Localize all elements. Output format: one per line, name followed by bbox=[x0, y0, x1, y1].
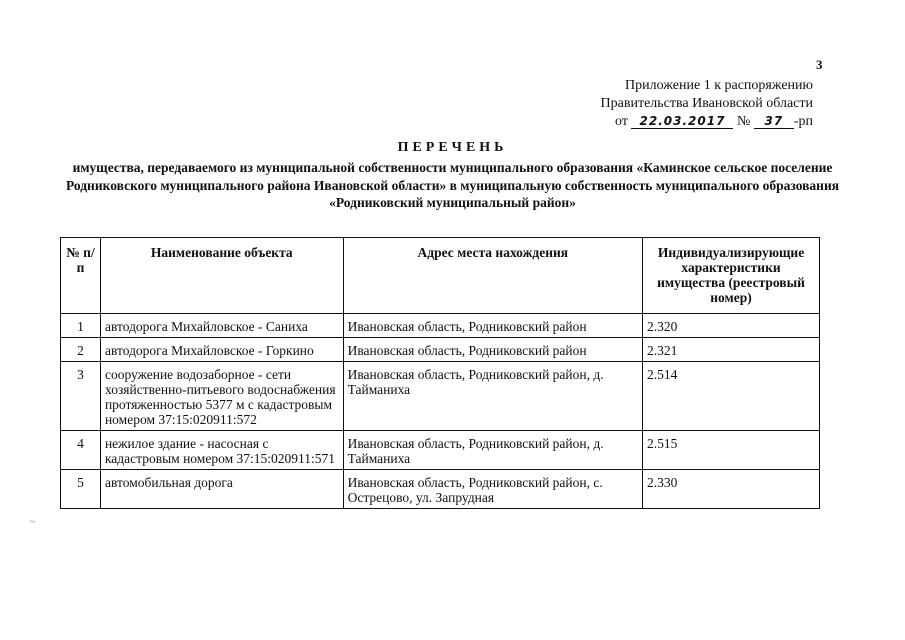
object-name: нежилое здание - насосная с кадастровым номером 37:15:020911:571 bbox=[100, 431, 343, 470]
appendix-line-1: Приложение 1 к распоряжению bbox=[625, 78, 813, 93]
row-number: 5 bbox=[61, 470, 101, 509]
object-name: сооружение водозаборное - сети хозяйственно-питьевого водоснабжения протяженностью 5377 м с кадастровым номером 37:15:020911:572 bbox=[100, 362, 343, 431]
header-object-name: Наименование объекта bbox=[100, 238, 343, 314]
table-row bbox=[61, 314, 820, 338]
document-title: ПЕРЕЧЕНЬ bbox=[397, 140, 508, 155]
object-name: автодорога Михайловское - Саниха bbox=[100, 314, 343, 338]
handwritten-date: 22.03.2017 bbox=[631, 114, 733, 129]
row-number: 1 bbox=[61, 314, 101, 338]
appendix-block bbox=[601, 77, 813, 131]
page-number: 3 bbox=[816, 57, 823, 72]
object-address: Ивановская область, Родниковский район bbox=[343, 314, 642, 338]
header-address: Адрес места нахождения bbox=[343, 238, 642, 314]
object-address: Ивановская область, Родниковский район, д. Тайманиха bbox=[343, 362, 642, 431]
header-number: № п/п bbox=[61, 238, 101, 314]
header-characteristics: Индивидуализирующие характеристики имущества (реестровый номер) bbox=[643, 238, 820, 314]
number-label: № bbox=[736, 114, 751, 129]
registry-number: 2.330 bbox=[643, 470, 820, 509]
handwritten-number: 37 bbox=[754, 114, 794, 129]
appendix-line-3 bbox=[601, 113, 813, 131]
object-name: автомобильная дорога bbox=[100, 470, 343, 509]
object-address: Ивановская область, Родниковский район bbox=[343, 338, 642, 362]
object-address: Ивановская область, Родниковский район, с. Острецово, ул. Запрудная bbox=[343, 470, 642, 509]
table-row bbox=[61, 362, 820, 431]
appendix-line-2: Правительства Ивановской области bbox=[600, 96, 813, 111]
registry-number: 2.320 bbox=[643, 314, 820, 338]
row-number: 3 bbox=[61, 362, 101, 431]
from-label: от bbox=[615, 114, 628, 129]
document-subtitle: имущества, передаваемого из муниципальной собственности муниципального образования «Каминское сельское поселение Родниковского муниципального района Ивановской области» в муниципальную собственность муниципального образования «Родниковский муниципальный район» bbox=[65, 160, 840, 210]
margin-mark: ~ bbox=[30, 517, 36, 528]
registry-number: 2.514 bbox=[643, 362, 820, 431]
table-row bbox=[61, 431, 820, 470]
row-number: 4 bbox=[61, 431, 101, 470]
order-suffix: -рп bbox=[793, 114, 813, 129]
table-row bbox=[61, 470, 820, 509]
property-table bbox=[60, 237, 820, 509]
registry-number: 2.321 bbox=[643, 338, 820, 362]
row-number: 2 bbox=[61, 338, 101, 362]
table-row bbox=[61, 338, 820, 362]
registry-number: 2.515 bbox=[643, 431, 820, 470]
object-address: Ивановская область, Родниковский район, д. Тайманиха bbox=[343, 431, 642, 470]
table-header-row bbox=[61, 238, 820, 314]
object-name: автодорога Михайловское - Горкино bbox=[100, 338, 343, 362]
